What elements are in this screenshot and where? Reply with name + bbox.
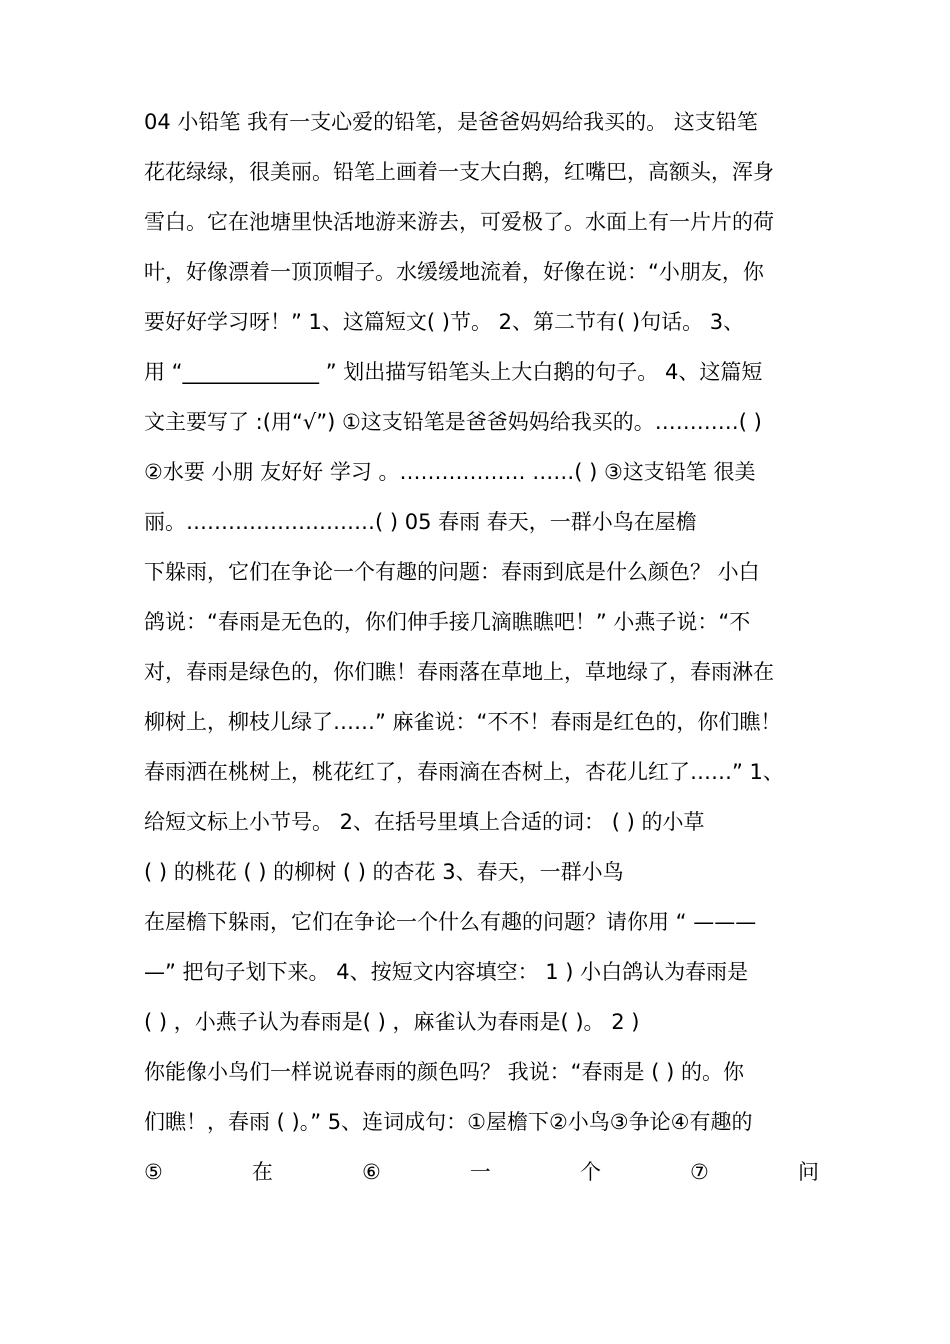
word-token: 一 (469, 1160, 491, 1184)
text-line-16: ( ) 的桃花 ( ) 的柳树 ( ) 的杏花 3、春天，一群小鸟 (144, 860, 624, 884)
text-line-5: 要好好学习呀！” 1、这篇短文( )节。 2、第二节有( )句话。 3、 (144, 310, 745, 334)
text-line-13: 柳树上，柳枝儿绿了……” 麻雀说：“不不！春雨是红色的，你们瞧！ (144, 710, 782, 734)
text-line-6: 用 “_____________ ” 划出描写铅笔头上大白鹅的句子。 4、这篇短 (144, 360, 763, 384)
text-line-19: ( ) ，小燕子认为春雨是( ) ，麻雀认为春雨是( )。 2 ) (144, 1010, 640, 1034)
text-line-4: 叶，好像漂着一顶顶帽子。水缓缓地流着，好像在说：“小朋友，你 (144, 260, 764, 284)
text-line-11: 鸽说：“春雨是无色的，你们伸手接几滴瞧瞧吧！” 小燕子说：“不 (144, 610, 751, 634)
text-line-10: 下躲雨，它们在争论一个有趣的问题：春雨到底是什么颜色？ 小白 (144, 560, 760, 584)
text-line-8: ②水要 小朋 友好好 学习 。……………… ……( ) ③这支铅笔 很美 (144, 460, 756, 484)
word-token: 在 (251, 1160, 273, 1184)
text-line-12: 对，春雨是绿色的，你们瞧！春雨落在草地上，草地绿了，春雨淋在 (144, 660, 774, 684)
word-token: ⑤ (144, 1160, 163, 1184)
text-line-3: 雪白。它在池塘里快活地游来游去，可爱极了。水面上有一片片的荷 (144, 210, 774, 234)
worksheet-text (144, 97, 819, 1197)
text-line-15: 给短文标上小节号。 2、在括号里填上合适的词： ( ) 的小草 (144, 810, 705, 834)
text-line-20: 你能像小鸟们一样说说春雨的颜色吗？ 我说：“春雨是 ( ) 的。你 (144, 1060, 744, 1084)
text-line-7: 文主要写了 :(用“√”) ①这支铅笔是爸爸妈妈给我买的。…………( ) (144, 410, 762, 434)
text-line-9: 丽。………………………( ) 05 春雨 春天，一群小鸟在屋檐 (144, 510, 697, 534)
text-line-22-spread (144, 1147, 819, 1197)
text-line-1: 04 小铅笔 我有一支心爱的铅笔，是爸爸妈妈给我买的。 这支铅笔 (144, 110, 758, 134)
text-line-14: 春雨洒在桃树上，桃花红了，春雨滴在杏树上，杏花儿红了……” 1、 (144, 760, 784, 784)
word-token: 问 (797, 1160, 819, 1184)
text-line-17: 在屋檐下躲雨，它们在争论一个什么有趣的问题？请你用 “ ——— (144, 910, 757, 934)
word-token: ⑦ (690, 1160, 709, 1184)
text-line-21: 们瞧！，春雨 ( )。” 5、连词成句：①屋檐下②小鸟③争论④有趣的 (144, 1110, 753, 1134)
text-line-18: —” 把句子划下来。 4、按短文内容填空： 1 ) 小白鸽认为春雨是 (144, 960, 749, 984)
word-token: 个 (579, 1160, 601, 1184)
word-token: ⑥ (361, 1160, 381, 1184)
text-line-2: 花花绿绿，很美丽。铅笔上画着一支大白鹅，红嘴巴，高额头，浑身 (144, 160, 774, 184)
